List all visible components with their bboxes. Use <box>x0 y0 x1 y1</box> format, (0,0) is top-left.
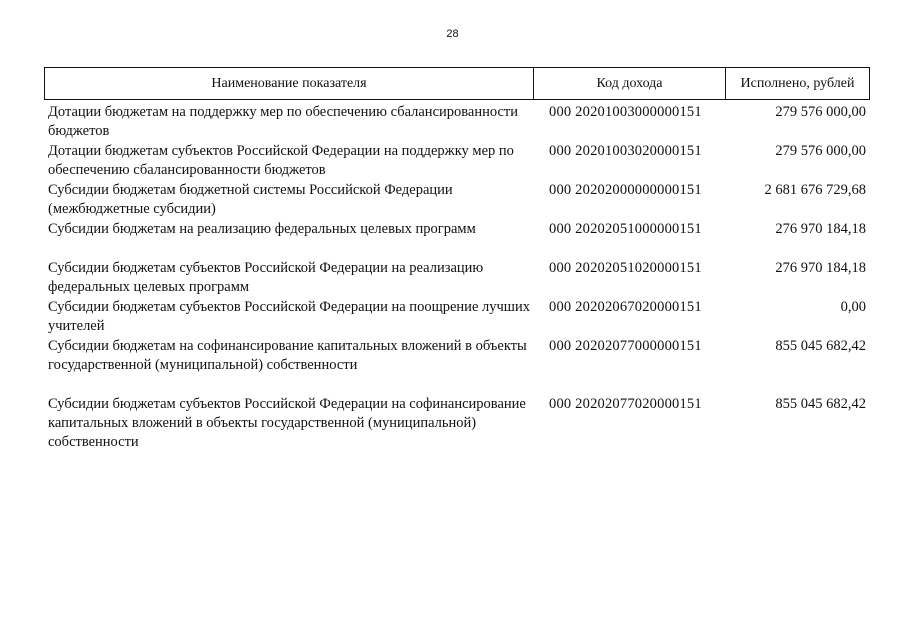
page-number: 28 <box>446 28 459 40</box>
header-executed: Исполнено, рублей <box>740 75 855 91</box>
row-code: 000 20202051000000151 <box>549 221 702 237</box>
row-name: Субсидии бюджетам на реализацию федеральных целевых программ <box>48 221 476 237</box>
table-row <box>44 298 870 337</box>
table-row <box>44 103 870 142</box>
row-executed: 2 681 676 729,68 <box>764 182 866 198</box>
row-executed: 276 970 184,18 <box>775 260 866 276</box>
row-name: Субсидии бюджетам субъектов Российской Федерации на поощрение лучших учителей <box>48 299 530 334</box>
row-name: Субсидии бюджетам на софинансирование капитальных вложений в объекты государственной (муниципальной) собственности <box>48 338 527 373</box>
row-name: Дотации бюджетам на поддержку мер по обеспечению сбалансированности бюджетов <box>48 104 519 139</box>
row-code: 000 20202051020000151 <box>549 260 702 276</box>
row-name: Субсидии бюджетам бюджетной системы Российской Федерации (межбюджетные субсидии) <box>48 182 453 217</box>
table-row <box>44 337 870 395</box>
row-code: 000 20201003000000151 <box>549 104 702 120</box>
row-name: Субсидии бюджетам субъектов Российской Федерации на софинансирование капитальных вложений в объекты государственной (муниципальной) собственности <box>48 396 526 450</box>
row-executed: 855 045 682,42 <box>775 396 866 412</box>
revenue-table <box>44 67 870 453</box>
table-row <box>44 181 870 220</box>
row-code: 000 20201003020000151 <box>549 143 702 159</box>
row-executed: 276 970 184,18 <box>775 221 866 237</box>
row-executed: 0,00 <box>840 299 866 315</box>
table-row <box>44 395 870 453</box>
row-name: Дотации бюджетам субъектов Российской Федерации на поддержку мер по обеспечению сбалансированности бюджетов <box>48 143 514 178</box>
row-code: 000 20202077020000151 <box>549 396 702 412</box>
header-code: Код дохода <box>534 68 726 99</box>
table-header <box>44 67 870 100</box>
row-code: 000 20202067020000151 <box>549 299 702 315</box>
row-executed: 279 576 000,00 <box>775 143 866 159</box>
header-name: Наименование показателя <box>45 68 534 99</box>
table-row <box>44 259 870 298</box>
row-executed: 855 045 682,42 <box>775 338 866 354</box>
row-executed: 279 576 000,00 <box>775 104 866 120</box>
row-code: 000 20202000000000151 <box>549 182 702 198</box>
row-code: 000 20202077000000151 <box>549 338 702 354</box>
row-name: Субсидии бюджетам субъектов Российской Федерации на реализацию федеральных целевых программ <box>48 260 484 295</box>
table-row <box>44 142 870 181</box>
table-row <box>44 220 870 259</box>
